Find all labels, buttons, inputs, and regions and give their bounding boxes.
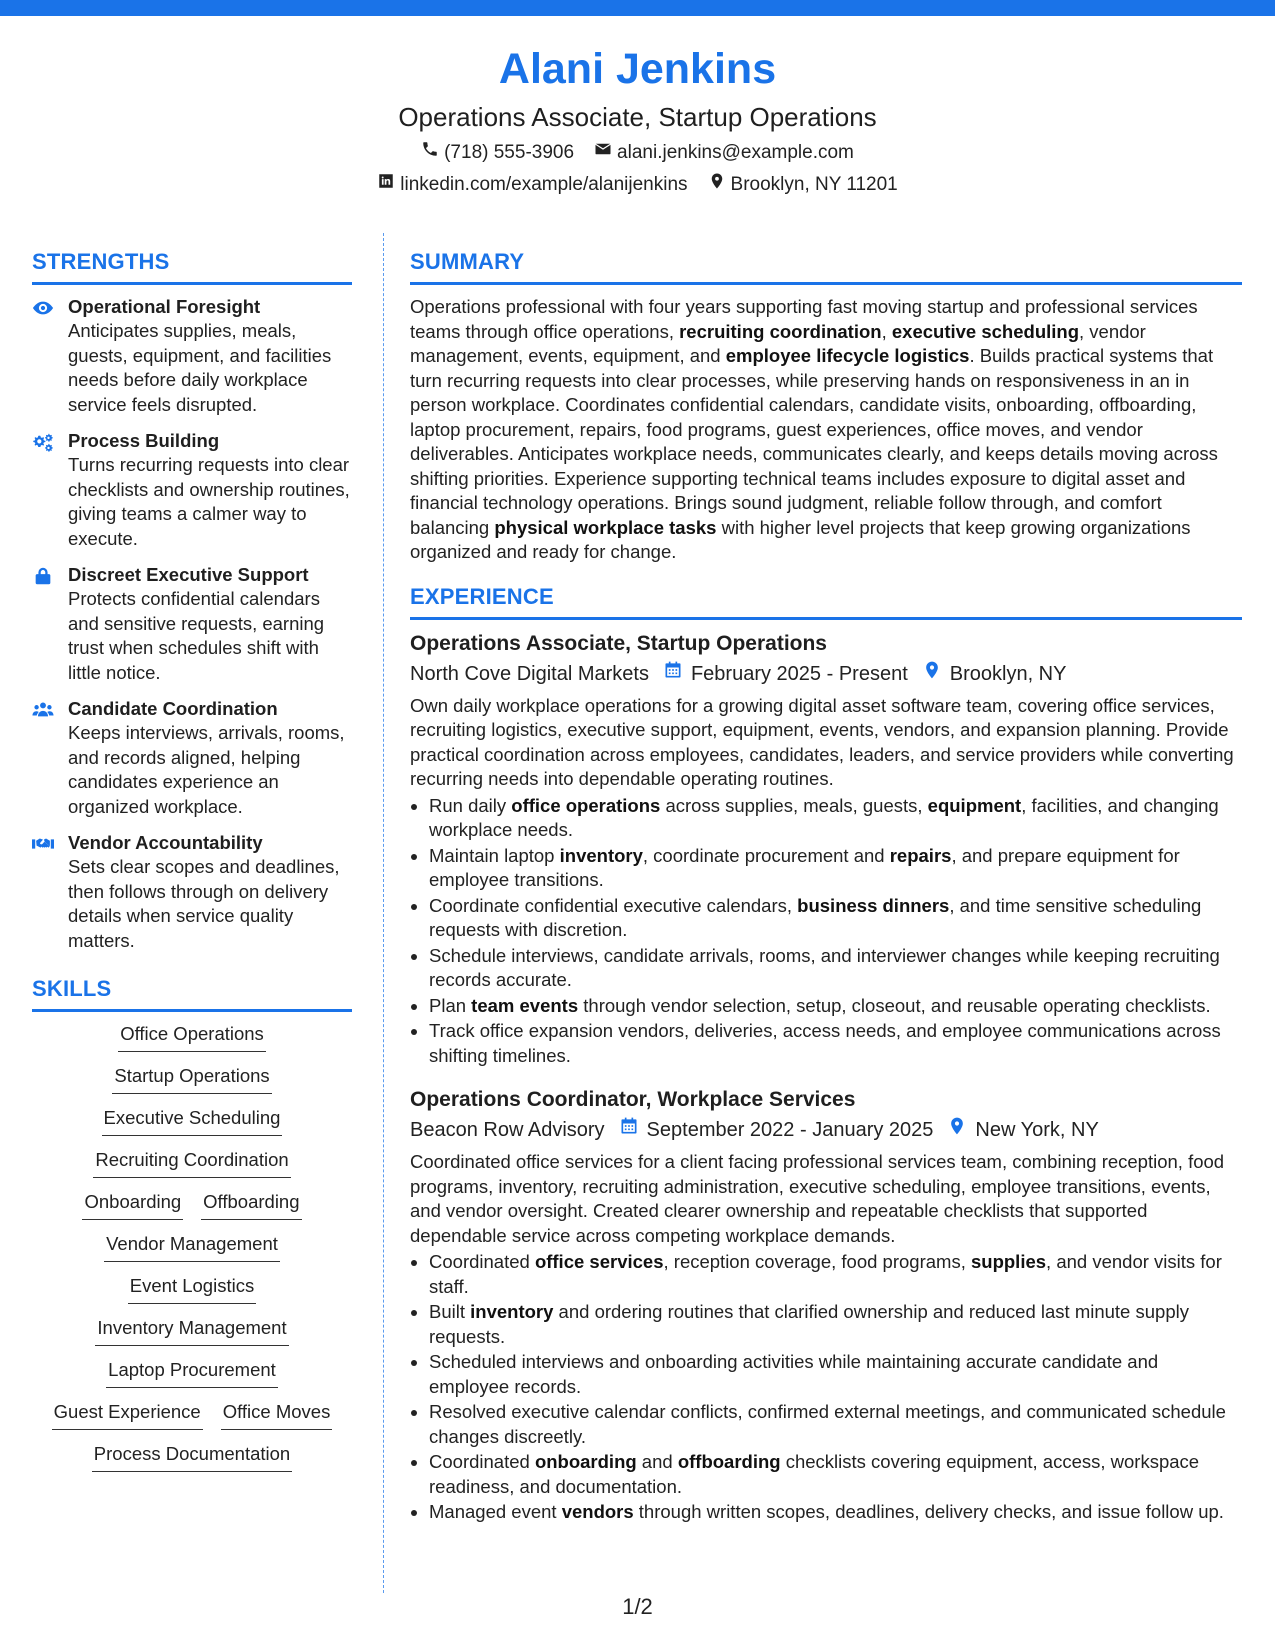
text-run: , [881,320,892,342]
strengths-heading: STRENGTHS [32,248,352,285]
strength-description: Turns recurring requests into clear checklists and ownership routines, giving teams a calmer way to execute. [68,454,350,549]
contact-row-1 [0,140,1275,166]
bold-phrase: team events [471,994,579,1016]
envelope-icon [594,140,612,166]
map-pin-icon [922,660,942,688]
skill-chip: Event Logistics [128,1274,256,1304]
job-title: Operations Associate, Startup Operations [410,631,827,655]
bullet-item [429,1400,1242,1449]
skills-section [32,975,352,1472]
skill-chip: Laptop Procurement [106,1358,278,1388]
text-run: Built [429,1301,471,1322]
skill-chip: Guest Experience [52,1400,203,1430]
job-bullets [410,1250,1242,1525]
strength-description: Sets clear scopes and deadlines, then follows through on delivery details when service quality matters. [68,856,340,951]
candidate-name: Alani Jenkins [498,45,777,93]
bold-phrase: inventory [470,1301,554,1322]
bullet-item [429,1019,1242,1068]
text-run: Coordinated [429,1251,535,1272]
skill-row [32,1022,352,1052]
skill-row [32,1316,352,1346]
text-run: checklists covering equipment, access, workspace readiness, and documentation. [429,1451,1200,1497]
resume-header [0,40,1275,198]
location-contact [708,172,898,198]
text-run: , coordinate procurement and [642,844,890,866]
bullet-item [429,894,1242,943]
strength-description: Anticipates supplies, meals, guests, equipment, and facilities needs before daily workplace service feels disrupted. [68,320,332,415]
job-location [922,660,1067,688]
email-text: alani.jenkins@example.com [617,142,854,163]
skill-row [32,1106,352,1136]
text-run: , vendor management, events, equipment, and [410,320,1146,366]
skill-row [32,1148,352,1178]
calendar-icon [663,660,683,688]
text-run: Resolved executive calendar conflicts, confirmed external meetings, and communicated schedule changes discreetly. [429,1401,1226,1447]
text-run: Schedule interviews, candidate arrivals, rooms, and interviewer changes while keeping recruiting records accurate. [429,944,1220,990]
bold-phrase: physical workplace tasks [494,516,717,538]
calendar-icon [619,1116,639,1144]
job-dates [619,1116,934,1144]
strength-item [32,697,352,819]
text-run: Managed event [429,1501,562,1522]
company-name: Beacon Row Advisory [410,1119,605,1141]
gears-icon [32,429,68,551]
lock-icon [32,563,68,685]
dates-text: September 2022 - January 2025 [646,1119,934,1141]
text-run: . Builds practical systems that turn recurring requests into clear processes, while preserving hands on responsiveness in an in person workplace. Coordinates confidential calendars, candidate visits, onboarding, offboarding, laptop procurement, repairs, food programs, guest experiences, office moves, and vendor deliverables. Anticipates workplace needs, communicates clearly, and keeps details moving across shifting priorities. Experience supporting technical teams includes exposure to digital asset and financial technology operations. Brings sound judgment, reliable follow through, and comfort balancing [410,345,1218,538]
jobs-list [410,630,1242,1525]
bullet-item [429,1300,1242,1349]
skill-chip: Recruiting Coordination [93,1148,290,1178]
strength-description: Keeps interviews, arrivals, rooms, and records aligned, helping candidates experience an organized workplace. [68,722,345,817]
left-column [32,248,352,1484]
job-entry [410,630,1242,1069]
skill-chip: Inventory Management [95,1316,288,1346]
job-description: Own daily workplace operations for a growing digital asset software team, covering office services, recruiting logistics, executive support, equipment, events, vendors, and expansion planning. Provide practical coordination across employees, candidates, leaders, and service providers while converting recurring needs into dependable operating routines. [410,694,1234,789]
strength-item [32,429,352,551]
job-bullets [410,794,1242,1069]
text-run: with higher level projects that keep growing organizations organized and ready for change. [410,516,1191,562]
company-name: North Cove Digital Markets [410,662,649,685]
experience-section [410,583,1242,1525]
job-meta [410,660,1242,688]
job-title: Operations Coordinator, Workplace Services [410,1088,856,1111]
email-contact[interactable] [594,140,854,166]
strength-item [32,831,352,953]
text-run: , and vendor visits for staff. [429,1251,1222,1297]
skill-row [32,1064,352,1094]
strength-body [68,831,352,953]
strength-title: Candidate Coordination [68,698,278,719]
skills-heading: SKILLS [32,975,352,1012]
bullet-item [429,844,1242,893]
map-pin-icon [947,1116,967,1144]
phone-text: (718) 555-3906 [444,142,575,163]
bullet-item [429,994,1242,1019]
experience-heading: EXPERIENCE [410,583,1242,620]
bold-phrase: repairs [889,844,952,866]
dates-text: February 2025 - Present [690,662,908,685]
skill-chip: Office Moves [221,1400,333,1430]
skill-row [32,1274,352,1304]
bullet-item [429,1450,1242,1499]
job-description: Coordinated office services for a client facing professional services team, combining reception, food programs, inventory, recruiting administration, executive scheduling, employee transitions, events, and vendor oversight. Created clearer ownership and repeatable checklists that supported dependable service across competing workplace demands. [410,1151,1225,1246]
text-run: , reception coverage, food programs, [663,1251,971,1272]
eye-icon [32,295,68,417]
skill-row [32,1400,352,1430]
phone-icon [421,140,439,166]
map-pin-icon [708,172,726,198]
strength-item [32,295,352,417]
strength-title: Process Building [68,430,220,451]
text-run: Maintain laptop [429,844,560,866]
text-run: and ordering routines that clarified ownership and reduced last minute supply requests. [429,1301,1189,1347]
strength-title: Operational Foresight [68,296,261,317]
skill-chip: Vendor Management [104,1232,280,1262]
text-run: , and time sensitive scheduling requests with discretion. [429,894,1202,940]
text-run: , facilities, and changing workplace needs. [429,794,1219,840]
text-run: and [636,1451,678,1472]
skill-chip: Onboarding [82,1190,183,1220]
bullet-item [429,794,1242,843]
bullet-item [429,1250,1242,1299]
handshake-icon [32,831,68,953]
location-text: New York, NY [975,1119,1099,1141]
strength-title: Discreet Executive Support [68,564,309,585]
strength-body [68,429,352,551]
skill-row [32,1190,352,1220]
text-run: Operations professional with four years supporting fast moving startup and professional services teams through office operations, [410,296,1198,342]
candidate-role: Operations Associate, Startup Operations [398,102,877,132]
column-divider [383,233,384,1593]
bold-phrase: office operations [511,794,661,816]
bullet-item [429,944,1242,993]
text-run: Track office expansion vendors, deliveries, access needs, and employee communications across shifting timelines. [429,1020,1221,1066]
skill-row [32,1232,352,1262]
strength-body [68,697,352,819]
summary-heading: SUMMARY [410,248,1242,285]
bold-phrase: office services [534,1251,664,1272]
strength-item [32,563,352,685]
bold-phrase: executive scheduling [891,320,1079,342]
bullet-item [429,1500,1242,1525]
text-run: across supplies, meals, guests, [660,794,928,816]
skill-chip: Offboarding [201,1190,301,1220]
text-run: Run daily [429,794,512,816]
strengths-list [32,295,352,953]
summary-text [410,295,1242,565]
job-entry [410,1086,1242,1525]
linkedin-icon [377,172,395,198]
text-run: through vendor selection, setup, closeout, and reusable operating checklists. [578,994,1211,1016]
skill-chip: Office Operations [118,1022,266,1052]
strength-title: Vendor Accountability [68,832,263,853]
contact-row-2 [0,172,1275,198]
linkedin-text: linkedin.com/example/alanijenkins [400,174,688,195]
text-run: Coordinate confidential executive calendars, [429,894,798,916]
strength-body [68,295,352,417]
skill-chip: Startup Operations [112,1064,271,1094]
skill-chip: Process Documentation [92,1442,292,1472]
text-run: Scheduled interviews and onboarding activities while maintaining accurate candidate and employee records. [429,1351,1159,1397]
right-column [410,248,1242,1543]
bold-phrase: vendors [561,1501,634,1522]
job-dates [663,660,908,688]
page-number: 1/2 [622,1594,653,1619]
bold-phrase: equipment [927,794,1022,816]
text-run: Plan [429,994,472,1016]
text-run: through written scopes, deadlines, delivery checks, and issue follow up. [633,1501,1224,1522]
bold-phrase: employee lifecycle logistics [725,345,970,366]
users-icon [32,697,68,819]
skill-row [32,1442,352,1472]
bold-phrase: supplies [970,1251,1047,1272]
bold-phrase: onboarding [534,1451,637,1472]
bold-phrase: inventory [559,844,643,866]
skill-chip: Executive Scheduling [102,1106,283,1136]
linkedin-contact[interactable] [377,172,687,198]
top-accent-bar [0,0,1275,16]
bold-phrase: offboarding [677,1451,781,1472]
strength-body [68,563,352,685]
skills-list [32,1022,352,1472]
job-meta [410,1116,1242,1144]
text-run: Coordinated [429,1451,535,1472]
job-location [947,1116,1098,1144]
location-text: Brooklyn, NY 11201 [730,174,898,195]
skill-row [32,1358,352,1388]
location-text: Brooklyn, NY [949,662,1067,685]
phone-contact[interactable] [421,140,574,166]
bold-phrase: recruiting coordination [679,320,882,342]
text-run: , and prepare equipment for employee transitions. [429,844,1180,890]
bold-phrase: business dinners [797,894,950,916]
bullet-item [429,1350,1242,1399]
strength-description: Protects confidential calendars and sensitive requests, earning trust when schedules shift with little notice. [68,588,325,683]
